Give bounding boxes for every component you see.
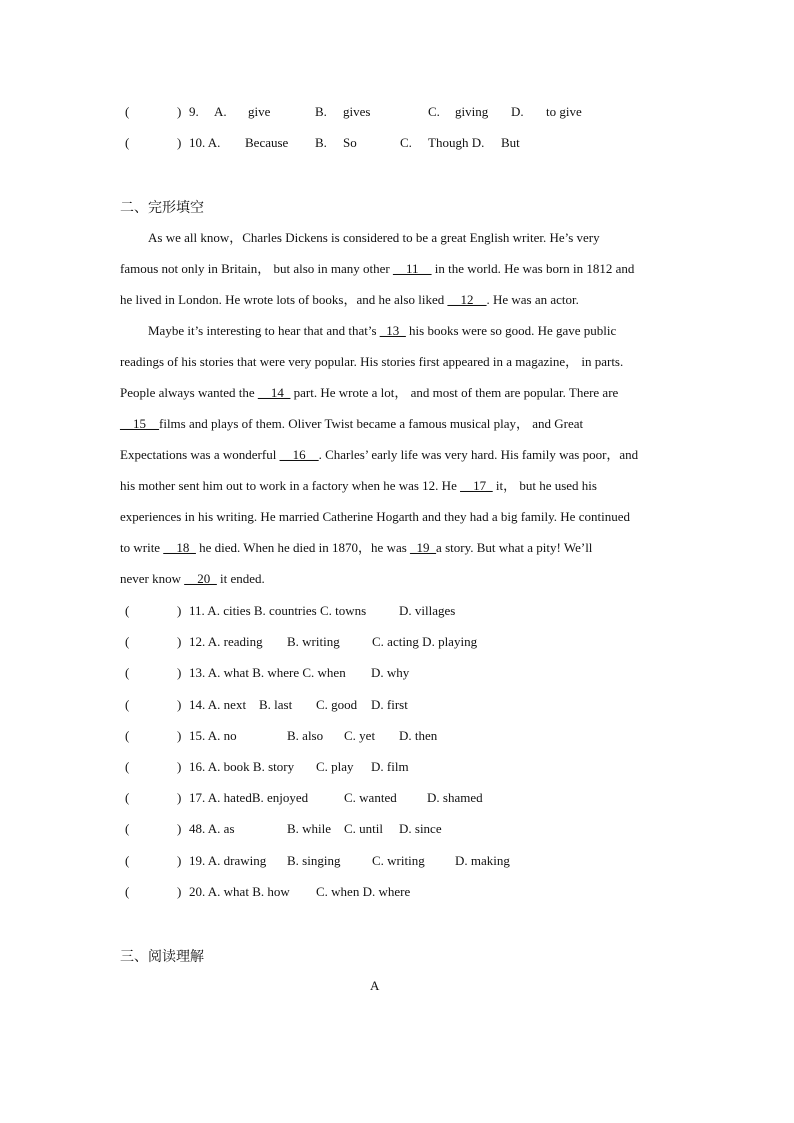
close-paren: ) [177,759,182,774]
text-span: to write [120,540,164,555]
blank-17: __17_ [460,478,493,493]
text-span: it ended. [216,571,265,586]
blank-11: __11__ [392,261,432,276]
option-text: But [501,135,520,150]
text-span: he died. When he died in 1870，he was [195,540,411,555]
option-text: B. singing [287,853,341,868]
close-paren: ) [177,821,182,836]
option-text: C. good [316,697,358,712]
question-text: 14. A. next [189,697,247,712]
text-line [120,284,674,315]
option-text: B. last [259,697,293,712]
option-text: B. while [287,821,332,836]
option-text: B. also [287,728,324,743]
close-paren: ) [177,104,182,119]
close-paren: ) [177,135,182,150]
open-paren: ( [125,790,130,805]
text-span: Expectations was a wonderful [120,447,280,462]
text-span: Maybe it’s interesting to hear that and that’s [148,323,380,338]
question-number: 9. [189,104,199,119]
option-text: B. writing [287,634,340,649]
text-line [120,377,674,408]
option-letter: A. [214,104,227,119]
option-letter: B. [315,135,327,150]
option-text: C. yet [344,728,376,743]
text-line [120,253,674,284]
option-text: giving [455,104,489,119]
option-text: D. why [371,665,410,680]
blank-12: __12__ [447,292,487,307]
option-text: So [343,135,357,150]
open-paren: ( [125,884,130,899]
close-paren: ) [177,603,182,618]
option-text: Because [245,135,289,150]
question-text: 16. A. book B. story [189,759,295,774]
text-span: his books were so good. He gave public [405,323,617,338]
blank-18: __18_ [163,540,196,555]
open-paren: ( [125,135,130,150]
text-line [120,470,674,501]
option-text: C. acting D. playing [372,634,478,649]
option-text: C. writing [372,853,425,868]
text-line [120,563,674,594]
text-span: . Charles’ early life was very hard. His family was poor，and [318,447,639,462]
text-span: a story. But what a pity! We’ll [436,540,593,555]
question-text: 48. A. as [189,821,235,836]
option-text: D. shamed [427,790,483,805]
text-line: As we all know，Charles Dickens is considered to be a great English writer. He’s very [148,230,600,245]
cloze-paragraph-1 [120,222,674,315]
blank-14: __14_ [257,385,291,400]
section-heading-reading: 三、阅读理解 [120,949,204,965]
close-paren: ) [177,697,182,712]
open-paren: ( [125,821,130,836]
blank-19: _19_ [410,540,437,555]
option-text: D. making [455,853,510,868]
option-letter: B. [315,104,327,119]
close-paren: ) [177,728,182,743]
text-line: experiences in his writing. He married Catherine Hogarth and they had a big family. He continued [120,509,630,524]
option-letter: C. [400,135,412,150]
option-letter: D. [511,104,524,119]
option-text: give [248,104,271,119]
question-text: 15. A. no [189,728,237,743]
blank-16: __16__ [279,447,319,462]
question-text: 12. A. reading [189,634,263,649]
option-text: C. until [344,821,384,836]
close-paren: ) [177,790,182,805]
text-span: it， but he used his [492,478,597,493]
option-text: C. play [316,759,354,774]
option-text: gives [343,104,371,119]
open-paren: ( [125,728,130,743]
question-text: 20. A. what B. how [189,884,290,899]
question-text: 19. A. drawing [189,853,267,868]
cloze-paragraph-2 [120,315,674,594]
option-text: C. when D. where [316,884,411,899]
text-span: People always wanted the [120,385,258,400]
close-paren: ) [177,634,182,649]
open-paren: ( [125,665,130,680]
option-text: D. first [371,697,408,712]
text-line: readings of his stories that were very popular. His stories first appeared in a magazine， in parts. [120,354,624,369]
option-text: D. film [371,759,409,774]
question-text: 11. A. cities B. countries C. towns [189,603,367,618]
blank-13: _13_ [379,323,406,338]
option-text: C. wanted [344,790,397,805]
close-paren: ) [177,853,182,868]
option-text: to give [546,104,582,119]
option-text: D. villages [399,603,456,618]
section-heading-cloze: 二、完形填空 [120,200,204,216]
text-line [120,315,674,346]
question-text: 17. A. hatedB. enjoyed [189,790,309,805]
open-paren: ( [125,853,130,868]
question-text: 13. A. what B. where C. when [189,665,346,680]
text-span: his mother sent him out to work in a factory when he was 12. He [120,478,461,493]
close-paren: ) [177,884,182,899]
text-span: never know [120,571,185,586]
text-line [120,532,674,563]
question-number: 10. A. [189,135,221,150]
open-paren: ( [125,634,130,649]
text-span: films and plays of them. Oliver Twist became a famous musical play， and Great [159,416,584,431]
blank-15: __15__ [120,416,159,431]
passage-label: A [370,978,380,993]
text-span: he lived in London. He wrote lots of books，and he also liked [120,292,448,307]
option-text: Though D. [428,135,485,150]
text-line [120,439,674,470]
text-line [120,408,674,439]
open-paren: ( [125,603,130,618]
blank-20: __20_ [184,571,217,586]
open-paren: ( [125,759,130,774]
text-span: in the world. He was born in 1812 and [431,261,635,276]
text-span: part. He wrote a lot， and most of them are popular. There are [290,385,619,400]
open-paren: ( [125,697,130,712]
close-paren: ) [177,665,182,680]
text-span: . He was an actor. [486,292,579,307]
open-paren: ( [125,104,130,119]
text-span: famous not only in Britain， but also in many other [120,261,393,276]
option-text: D. then [399,728,438,743]
option-text: D. since [399,821,442,836]
option-letter: C. [428,104,440,119]
